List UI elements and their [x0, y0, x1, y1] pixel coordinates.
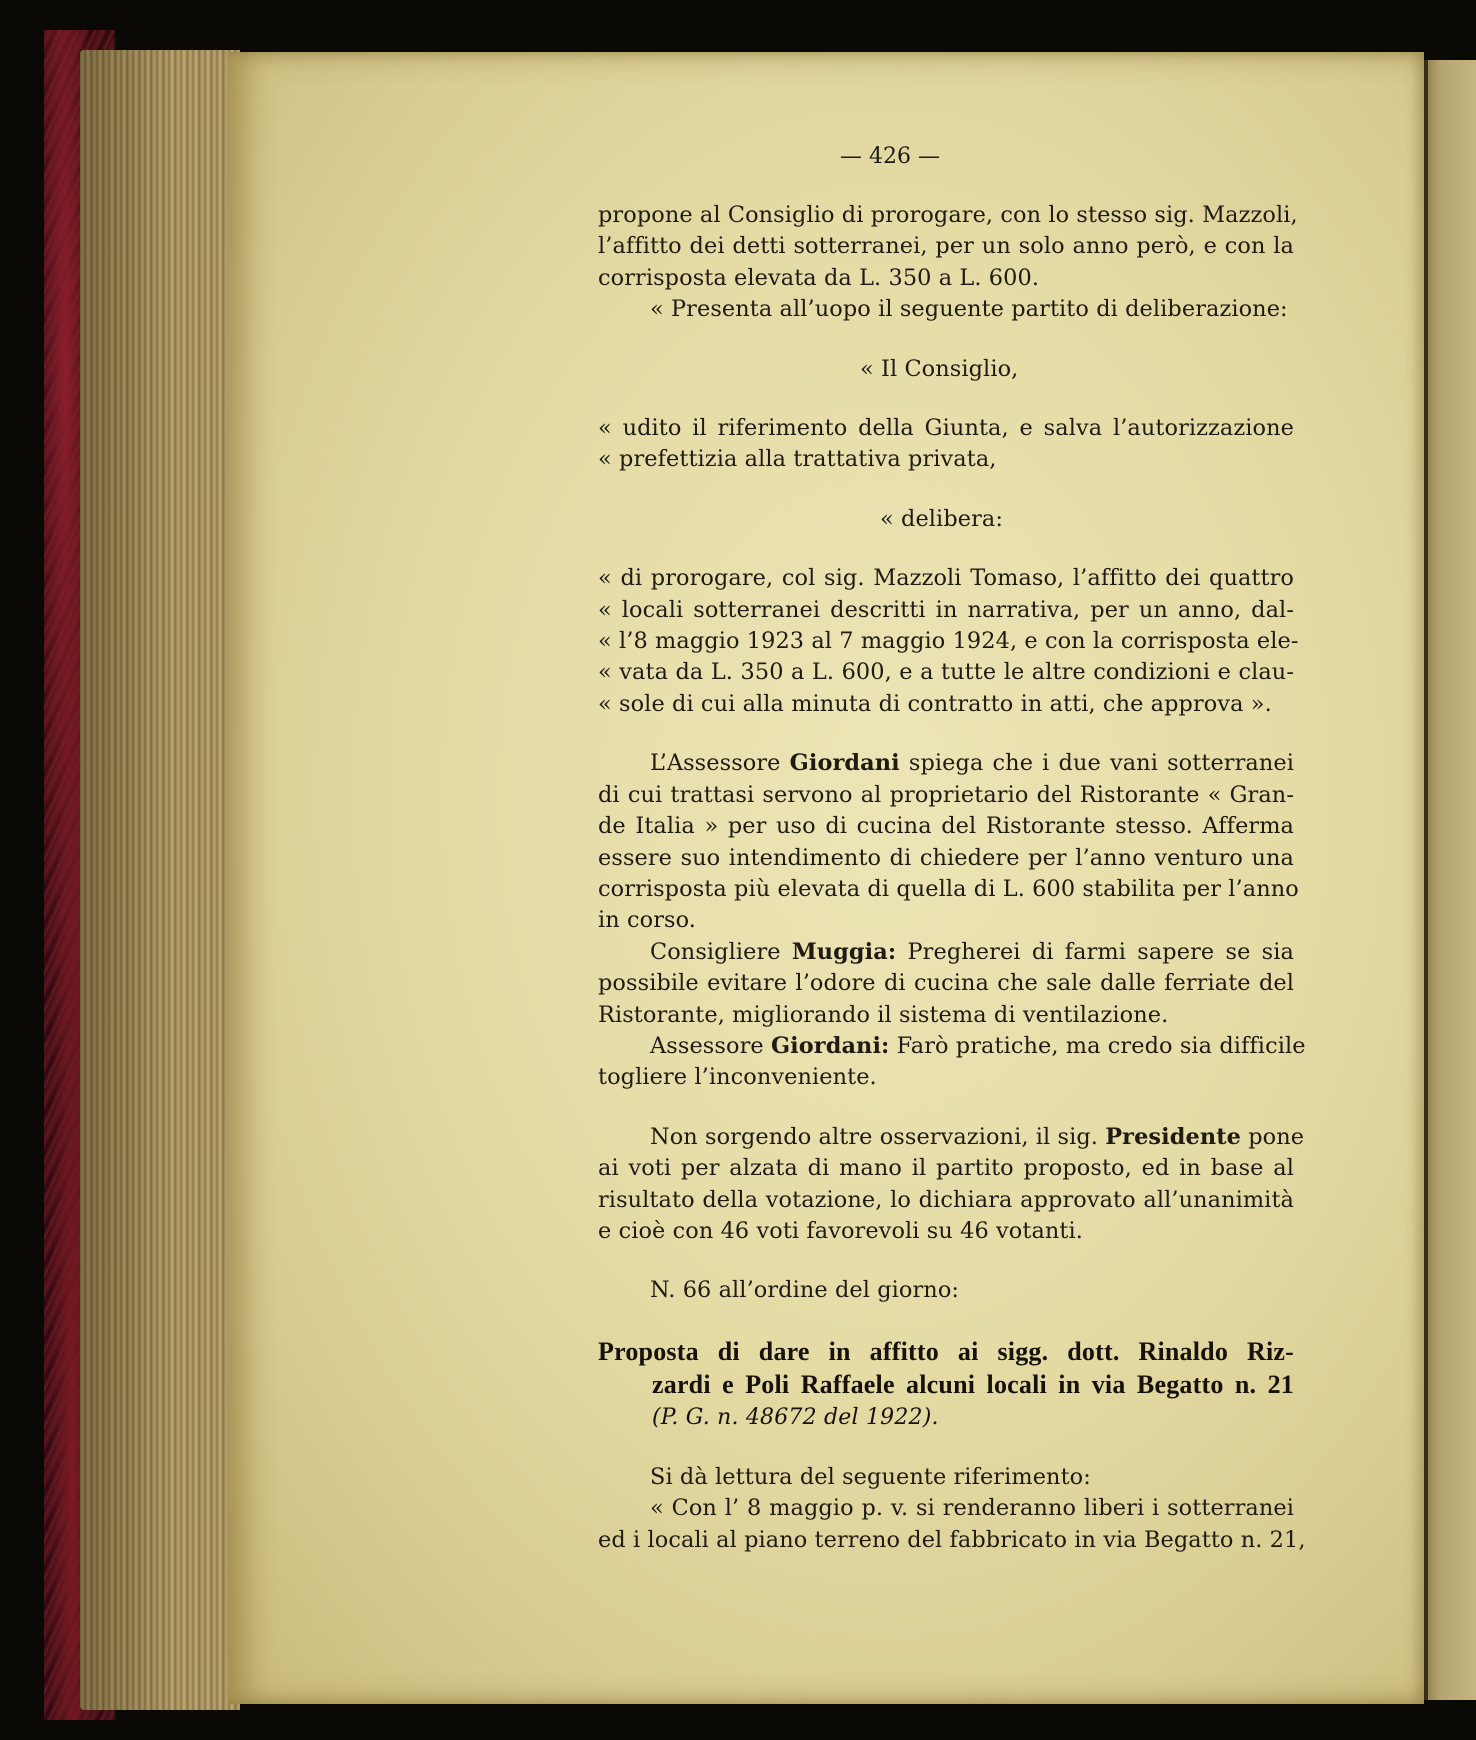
- giordani-reply-paragraph: [598, 1031, 1306, 1094]
- speaker-prefix: Non sorgendo altre osservazioni, il sig.: [650, 1123, 1106, 1150]
- speaker-name: Giordani: [789, 750, 900, 777]
- heading-reference: (P. G. n. 48672 del 1922).: [652, 1404, 939, 1430]
- riferimento-paragraph: [598, 1493, 1306, 1556]
- text-line: « vata da L. 350 a L. 600, e a tutte le altre condizioni e clau-: [598, 659, 1294, 686]
- il-consiglio-line: « Il Consiglio,: [860, 355, 1019, 382]
- speaker-prefix: Assessore: [650, 1032, 771, 1059]
- presenta-line: « Presenta all’uopo il seguente partito di deliberazione:: [650, 296, 1288, 323]
- text-line: [598, 1031, 1306, 1062]
- udito-paragraph: [598, 413, 1294, 476]
- text-line: essere suo intendimento di chiedere per l’anno venturo una: [598, 844, 1294, 871]
- speaker-name: Presidente: [1105, 1123, 1241, 1150]
- text-line: « Con l’ 8 maggio p. v. si renderanno liberi i sotterranei: [650, 1495, 1294, 1522]
- text-line: in corso.: [598, 907, 697, 934]
- text-line: possibile evitare l’odore di cucina che sale dalle ferriate del: [598, 970, 1294, 997]
- delibera-line: « delibera:: [880, 505, 1004, 532]
- presidente-paragraph: [598, 1122, 1305, 1248]
- page-stack-edges: [80, 50, 240, 1710]
- speaker-text: Farò pratiche, ma credo sia difficile: [889, 1032, 1306, 1059]
- text-line: corrisposta più elevata di quella di L. 600 stabilita per l’anno: [598, 875, 1299, 902]
- page-body: [598, 200, 1306, 1556]
- speaker-name: Giordani:: [770, 1032, 890, 1059]
- text-line: e cioè con 46 voti favorevoli su 46 votanti.: [598, 1217, 1083, 1244]
- text-line: ai voti per alzata di mano il partito proposto, ed in base al: [598, 1155, 1294, 1182]
- text-line: [598, 937, 1294, 968]
- speaker-prefix: L’Assessore: [650, 750, 790, 777]
- text-line: propone al Consiglio di prorogare, con lo stesso sig. Mazzoli,: [598, 202, 1298, 228]
- prorogare-paragraph: [598, 563, 1299, 720]
- speaker-text: spiega che i due vani sotterranei: [899, 750, 1294, 777]
- text-line: Ristorante, migliorando il sistema di ventilazione.: [598, 1001, 1169, 1028]
- text-line: « udito il riferimento della Giunta, e salva l’autorizzazione: [598, 415, 1294, 442]
- text-line: l’affitto dei detti sotterranei, per un solo anno però, e con la: [598, 233, 1294, 260]
- text-line: de Italia » per uso di cucina del Ristorante stesso. Afferma: [598, 813, 1294, 840]
- text-line: di cui trattasi servono al proprietario del Ristorante « Gran-: [598, 781, 1294, 808]
- heading-line: Proposta di dare in affitto ai sigg. dott. Rinaldo Riz-: [598, 1336, 1294, 1366]
- intro-paragraph: [598, 200, 1298, 294]
- giordani-paragraph: [598, 748, 1299, 936]
- muggia-paragraph: [598, 937, 1294, 1031]
- text-line: risultato della votazione, lo dichiara approvato all’unanimità: [598, 1186, 1294, 1213]
- text-line: « locali sotterranei descritti in narrativa, per un anno, dal-: [598, 596, 1294, 623]
- ordine-del-giorno-line: N. 66 all’ordine del giorno:: [650, 1277, 960, 1304]
- speaker-name: Muggia:: [791, 938, 897, 965]
- speaker-prefix: Consigliere: [650, 938, 792, 965]
- text-line: ed i locali al piano terreno del fabbricato in via Begatto n. 21,: [598, 1526, 1306, 1553]
- page-number: — 426 —: [840, 144, 940, 169]
- speaker-text: Pregherei di farmi sapere se sia: [896, 938, 1294, 965]
- section-heading: [598, 1335, 1294, 1434]
- text-line: [598, 748, 1294, 779]
- heading-line: zardi e Poli Raffaele alcuni locali in via Begatto n. 21: [652, 1369, 1294, 1399]
- text-line: « l’8 maggio 1923 al 7 maggio 1924, e con la corrisposta ele-: [598, 628, 1299, 655]
- text-line: corrisposta elevata da L. 350 a L. 600.: [598, 264, 1040, 291]
- facing-page-edge: [1424, 60, 1476, 1700]
- text-line: « prefettizia alla trattativa privata,: [598, 446, 997, 473]
- text-line: « sole di cui alla minuta di contratto in atti, che approva ».: [598, 690, 1272, 717]
- text-line: [598, 1122, 1305, 1153]
- text-line: « di prorogare, col sig. Mazzoli Tomaso, l’affitto dei quattro: [598, 565, 1294, 592]
- text-line: togliere l’inconveniente.: [598, 1064, 877, 1091]
- speaker-text: pone: [1241, 1123, 1305, 1150]
- lettura-line: Si dà lettura del seguente riferimento:: [650, 1463, 1091, 1490]
